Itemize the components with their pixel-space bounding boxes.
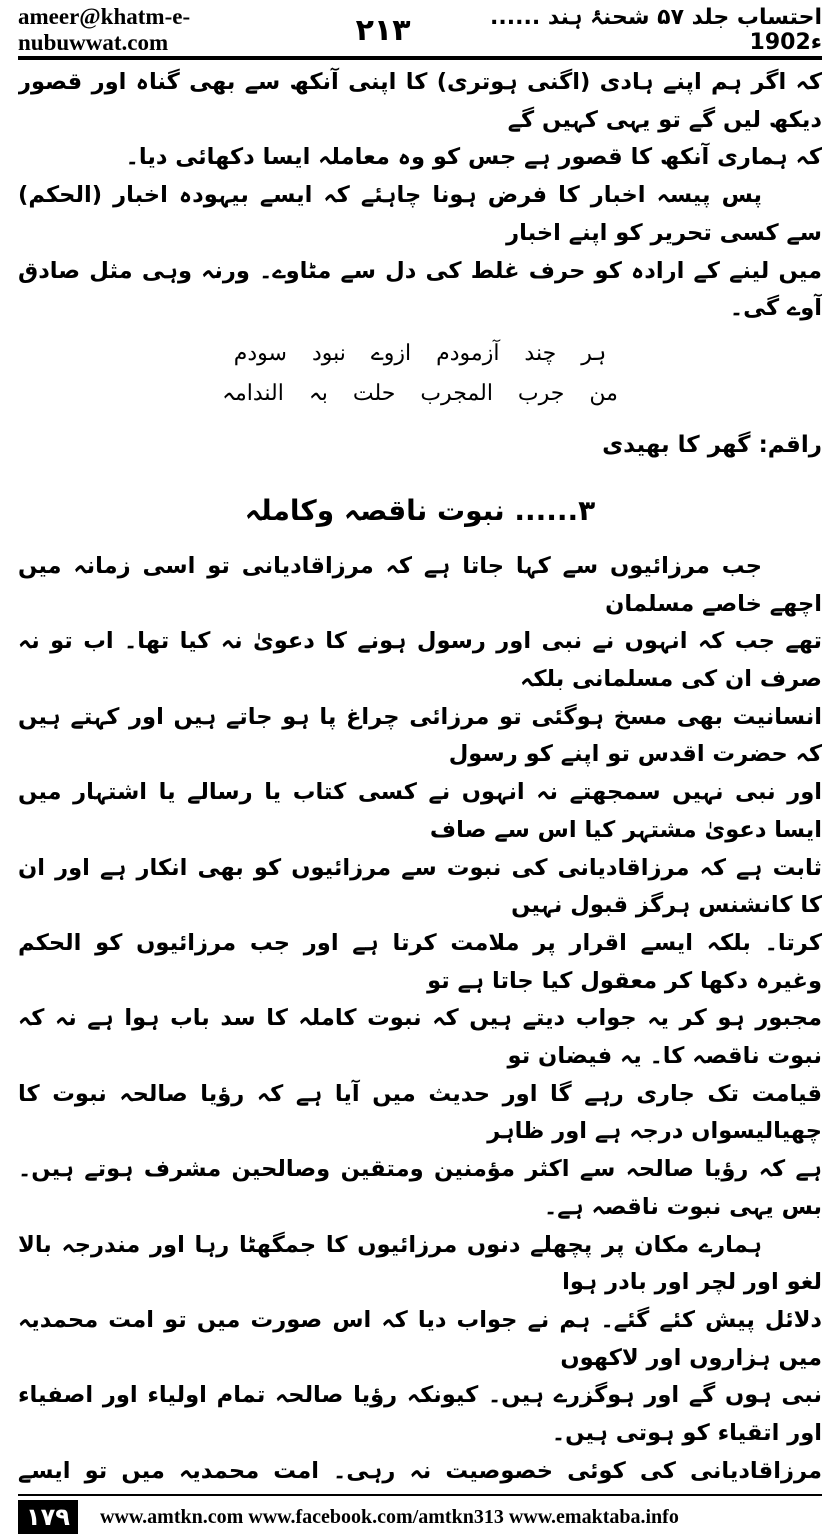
body-line: مجبور ہو کر یہ جواب دیتے ہیں کہ نبوت کاملہ کا سد باب ہوا ہے نہ کہ نبوت ناقصہ کا۔ یہ فیضان تو	[18, 1005, 822, 1070]
body-line: اور نبی نہیں سمجھتے نہ انہوں نے کسی کتاب یا رسالے یا اشتہار میں ایسا دعویٰ مشتہر کیا اس سے صاف	[18, 779, 822, 843]
body-line: ہمارے مکان پر پچھلے دنوں مرزائیوں کا جمگھٹا رہا اور مندرجہ بالا لغو اور لچر اور بادر ہوا	[18, 1231, 822, 1296]
body-line: انسانیت بھی مسخ ہوگئی تو مرزائی چراغ پا ہو جاتے ہیں اور کہتے ہیں کہ حضرت اقدس تو اپنے کو رسول	[18, 703, 822, 768]
body-line: نبی ہوں گے اور ہوگزرے ہیں۔ کیونکہ رؤیا صالحہ تمام اولیاء اور اصفیاء اور اتقیاء کو ہوتی ہیں۔	[18, 1382, 822, 1447]
header-dots: ......	[490, 5, 541, 30]
author-signature: راقم: گھر کا بھیدی	[602, 431, 822, 458]
header-book-title: احتساب جلد ۵۷ شحنۂ ہند	[547, 5, 822, 30]
page-header	[18, 6, 822, 54]
header-email-link[interactable]: ameer@khatm-e-nubuwwat.com	[18, 4, 191, 55]
body-line: جب مرزائیوں سے کہا جاتا ہے کہ مرزاقادیانی تو اسی زمانہ میں اچھے خاصے مسلمان	[18, 552, 822, 617]
section-title: ۳...... نبوت ناقصہ وکاملہ	[244, 493, 596, 527]
footer-website-links[interactable]: www.amtkn.com www.facebook.com/amtkn313 www.emaktaba.info	[99, 1505, 679, 1528]
body-line: ہے کہ رؤیا صالحہ سے اکثر مؤمنین ومتقین وصالحین مشرف ہوتے ہیں۔ بس یہی نبوت ناقصہ ہے۔	[18, 1156, 822, 1220]
body-line: ثابت ہے کہ مرزاقادیانی کی نبوت سے مرزائیوں کو بھی انکار ہے اور ان کا کانشنس ہرگز قبول نہیں	[18, 854, 822, 919]
body-line: کہ ہماری آنکھ کا قصور ہے جس کو وہ معاملہ ایسا دکھائی دیا۔	[125, 144, 822, 171]
body-line: تھے جب کہ انہوں نے نبی اور رسول ہونے کا دعویٰ نہ کیا تھا۔ اب تو نہ صرف ان کی مسلمانی بلکہ	[18, 628, 822, 693]
footer-divider	[18, 1494, 822, 1496]
header-page-number: ۲۱۳	[355, 12, 411, 48]
body-line: کہ اگر ہم اپنے ہادی (اگنی ہوتری) کا اپنی آنکھ سے بھی گناہ اور قصور دیکھ لیں گے تو یہی کہیں گے	[18, 69, 822, 133]
header-year: 1902ء	[749, 30, 822, 55]
body-line: پس پیسہ اخبار کا فرض ہونا چاہئے کہ ایسے بیہودہ اخبار (الحکم) سے کسی تحریر کو اپنے اخبار	[18, 182, 822, 246]
arabic-verse-line-2: من جرب المجرب حلت بہ الندامہ	[222, 380, 618, 406]
body-line: مرزاقادیانی کی کوئی خصوصیت نہ رہی۔ امت محمدیہ میں تو ایسے	[18, 1457, 822, 1484]
header-right	[411, 5, 822, 55]
page-body	[18, 64, 822, 1489]
body-line: کرتا۔ بلکہ ایسے اقرار پر ملامت کرتا ہے اور جب مرزائیوں کو الحکم وغیرہ دکھا کر معقول کیا جاتا ہے تو	[18, 929, 822, 994]
persian-verse-line-1: ہر چند آزمودم ازوے نبود سودم	[233, 340, 607, 366]
footer-page-number: ۱۷۹	[18, 1500, 78, 1534]
page-footer	[18, 1500, 822, 1534]
header-divider	[18, 56, 822, 60]
body-line: میں لینے کے ارادہ کو حرف غلط کی دل سے مٹاوے۔ ورنہ وہی مثل صادق آوے گی۔	[18, 257, 822, 322]
body-line: دلائل پیش کئے گئے۔ ہم نے جواب دیا کہ اس صورت میں تو امت محمدیہ میں ہزاروں اور لاکھوں	[18, 1306, 822, 1371]
header-left	[18, 4, 411, 56]
body-line: قیامت تک جاری رہے گا اور حدیث میں آیا ہے کہ رؤیا صالحہ نبوت کا چھیالیسواں درجہ ہے اور ظاہر	[18, 1080, 822, 1145]
